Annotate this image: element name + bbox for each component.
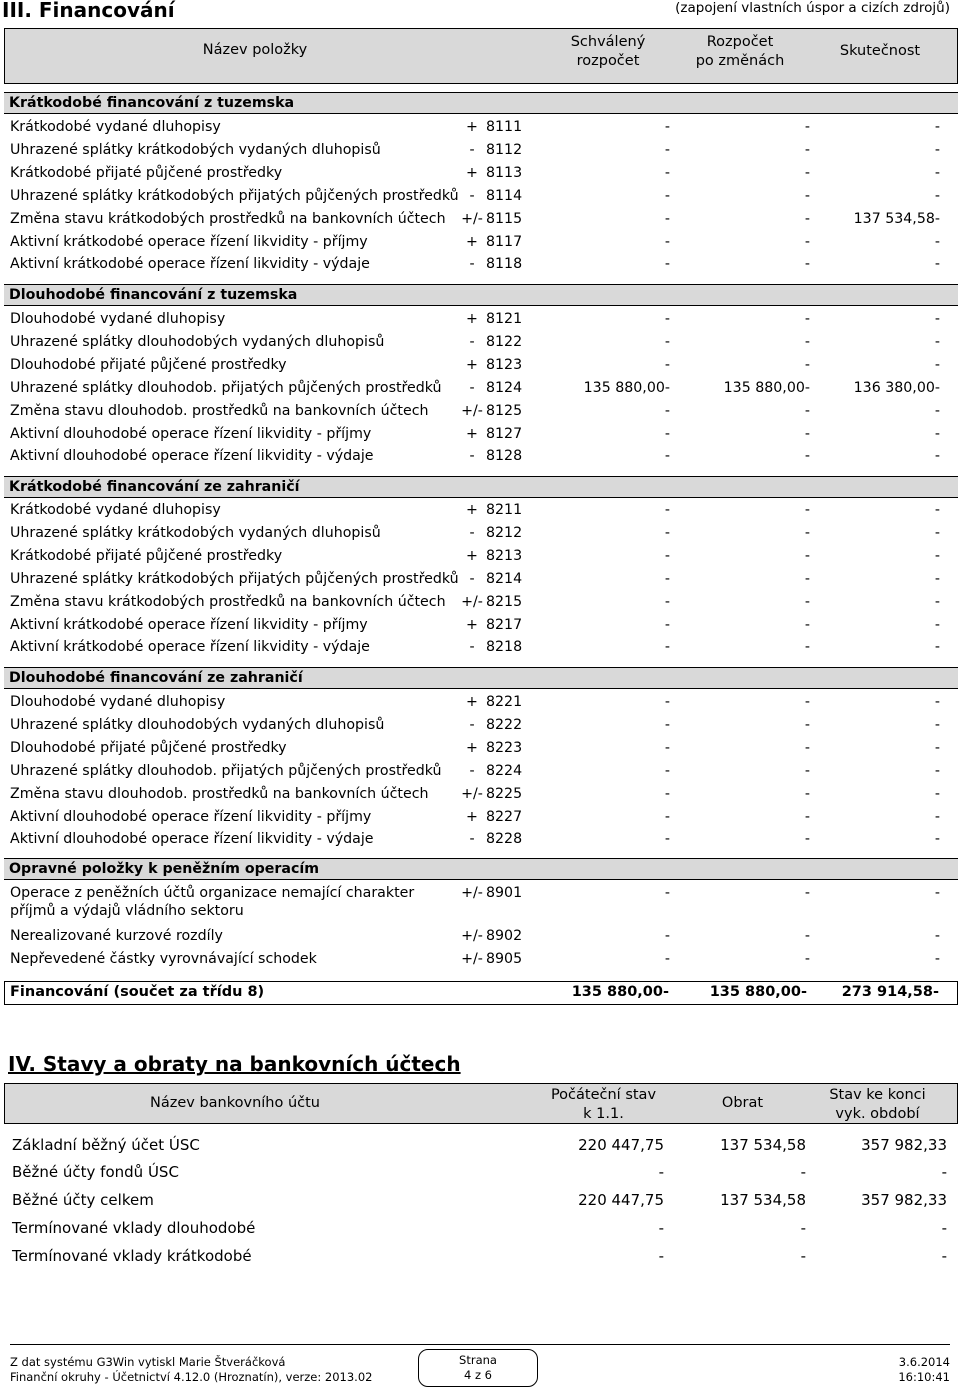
row-approved: - (664, 593, 670, 610)
table-row (10, 256, 950, 278)
section-subtitle: (zapojení vlastních úspor a cizích zdrojů) (675, 0, 950, 16)
row-approved: - (664, 927, 670, 944)
group-header: Opravné položky k peněžním operacím (4, 858, 958, 880)
row-approved: - (664, 570, 670, 587)
header-revised-2: po změnách (695, 53, 785, 69)
group-header: Krátkodobé financování ze zahraničí (4, 476, 958, 498)
account-name: Běžné účty celkem (12, 1191, 154, 1209)
row-actual: - (934, 716, 940, 733)
table-row (10, 448, 950, 470)
header-start-2: k 1.1. (583, 1106, 624, 1122)
page-number: 4 z 6 (464, 1368, 492, 1382)
row-actual: - (934, 524, 940, 541)
section-title: III. Financování (2, 0, 175, 22)
row-approved: - (664, 616, 670, 633)
row-sign: - (469, 141, 475, 158)
group-header: Dlouhodobé financování z tuzemska (4, 284, 958, 306)
row-revised: - (804, 831, 810, 848)
header-approved-1: Schválený (570, 34, 646, 50)
start-balance: 220 447,75 (578, 1191, 664, 1209)
end-balance: - (941, 1247, 947, 1265)
row-code: 8225 (486, 785, 523, 802)
table-row (10, 234, 950, 256)
row-approved: - (664, 950, 670, 967)
row-approved: - (664, 716, 670, 733)
table-row (10, 594, 950, 616)
footer-date: 3.6.2014 (898, 1355, 950, 1369)
header-approved-2: rozpočet (576, 53, 640, 69)
row-label: Aktivní krátkodobé operace řízení likvidity - příjmy (10, 233, 368, 250)
row-sign: +/- (461, 593, 483, 610)
row-approved: - (664, 785, 670, 802)
end-balance: 357 982,33 (861, 1191, 947, 1209)
row-label: Nerealizované kurzové rozdíly (10, 927, 223, 944)
row-revised: - (804, 187, 810, 204)
header-end-1: Stav ke konci (829, 1087, 926, 1103)
table-row (10, 928, 950, 950)
row-label: Dlouhodobé vydané dluhopisy (10, 694, 226, 710)
row-code: 8127 (486, 425, 523, 442)
total-actual: 273 914,58- (841, 984, 939, 1000)
row-actual: - (934, 425, 940, 442)
table-header (4, 28, 958, 84)
row-label: Aktivní dlouhodobé operace řízení likvidity - výdaje (10, 448, 374, 465)
row-sign: - (469, 716, 475, 733)
row-actual: - (934, 502, 940, 518)
row-label: Krátkodobé vydané dluhopisy (10, 119, 221, 135)
row-revised: - (804, 762, 810, 779)
row-label: Aktivní krátkodobé operace řízení likvidity - příjmy (10, 616, 368, 633)
row-approved: - (664, 694, 670, 710)
row-code: 8214 (486, 570, 523, 587)
table-row (10, 334, 950, 356)
footer-time: 16:10:41 (898, 1370, 950, 1384)
row-actual: - (934, 616, 940, 633)
row-actual: - (934, 785, 940, 802)
row-code: 8128 (486, 448, 523, 465)
row-revised: - (804, 616, 810, 633)
row-code: 8221 (486, 694, 523, 710)
row-code: 8213 (486, 547, 523, 564)
row-actual: - (934, 694, 940, 710)
row-approved: - (664, 425, 670, 442)
row-revised: - (804, 694, 810, 710)
table-row (10, 188, 950, 210)
table-row (10, 763, 950, 785)
group-header: Dlouhodobé financování ze zahraničí (4, 667, 958, 689)
bank-row (12, 1191, 947, 1215)
row-code: 8223 (486, 739, 523, 756)
row-actual: - (934, 593, 940, 610)
row-label: Aktivní krátkodobé operace řízení likvidity - výdaje (10, 256, 370, 273)
row-revised: - (804, 593, 810, 610)
row-sign: +/- (461, 927, 483, 944)
row-actual: - (934, 762, 940, 779)
row-approved: - (664, 524, 670, 541)
start-balance: - (658, 1219, 664, 1237)
row-sign: + (466, 119, 478, 135)
row-sign: + (466, 356, 478, 373)
bank-row (12, 1163, 947, 1187)
row-revised: 135 880,00- (723, 379, 810, 396)
row-label: Krátkodobé přijaté půjčené prostředky (10, 164, 283, 181)
row-sign: - (469, 524, 475, 541)
row-sign: - (469, 187, 475, 204)
header-name: Název položky (202, 42, 308, 58)
row-approved: - (664, 739, 670, 756)
row-sign: + (466, 739, 478, 756)
total-row (4, 981, 958, 1005)
table-row (10, 165, 950, 187)
total-revised: 135 880,00- (709, 984, 807, 1000)
end-balance: - (941, 1219, 947, 1237)
row-revised: - (804, 524, 810, 541)
row-sign: +/- (461, 785, 483, 802)
row-label: Uhrazené splátky krátkodobých vydaných dluhopisů (10, 141, 381, 158)
row-label: Změna stavu krátkodobých prostředků na bankovních účtech (10, 210, 446, 227)
row-actual: - (934, 927, 940, 944)
row-label: Změna stavu dlouhodob. prostředků na bankovních účtech (10, 785, 429, 802)
table-row (10, 740, 950, 762)
row-revised: - (804, 808, 810, 825)
table-row (10, 639, 950, 661)
table-row (10, 786, 950, 808)
row-revised: - (804, 119, 810, 135)
row-revised: - (804, 210, 810, 227)
row-code: 8118 (486, 256, 523, 273)
table-row (10, 694, 950, 716)
row-approved: - (664, 164, 670, 181)
row-label: Operace z peněžních účtů organizace nemající charakter (10, 885, 415, 901)
table-row (10, 525, 950, 547)
row-revised: - (804, 448, 810, 465)
row-approved: - (664, 311, 670, 327)
row-revised: - (804, 547, 810, 564)
turnover: - (800, 1247, 806, 1265)
row-code: 8113 (486, 164, 523, 181)
table-row (10, 571, 950, 593)
bank-table-header (4, 1083, 958, 1124)
row-approved: - (664, 402, 670, 419)
row-revised: - (804, 425, 810, 442)
row-approved: 135 880,00- (583, 379, 670, 396)
row-revised: - (804, 502, 810, 518)
row-sign: + (466, 547, 478, 564)
account-name: Termínované vklady dlouhodobé (12, 1219, 256, 1237)
row-approved: - (664, 831, 670, 848)
table-row (10, 426, 950, 448)
row-code: 8905 (486, 950, 523, 967)
row-approved: - (664, 233, 670, 250)
table-row (10, 809, 950, 831)
row-code: 8224 (486, 762, 523, 779)
row-sign: - (469, 762, 475, 779)
row-actual: - (934, 141, 940, 158)
row-revised: - (804, 233, 810, 250)
start-balance: - (658, 1163, 664, 1181)
table-row (10, 403, 950, 425)
row-sign: +/- (461, 210, 483, 227)
bank-row (12, 1247, 947, 1271)
turnover: 137 534,58 (720, 1136, 806, 1154)
row-code: 8112 (486, 141, 523, 158)
table-row (10, 885, 950, 919)
row-label: Krátkodobé přijaté půjčené prostředky (10, 547, 283, 564)
row-approved: - (664, 448, 670, 465)
row-approved: - (664, 547, 670, 564)
row-sign: +/- (461, 950, 483, 967)
row-code: 8123 (486, 356, 523, 373)
row-approved: - (664, 639, 670, 656)
row-label: Změna stavu krátkodobých prostředků na bankovních účtech (10, 593, 446, 610)
row-actual: - (934, 570, 940, 587)
row-sign: + (466, 616, 478, 633)
row-actual: - (934, 448, 940, 465)
row-approved: - (664, 256, 670, 273)
row-actual: - (934, 233, 940, 250)
row-label: Uhrazené splátky krátkodobých vydaných dluhopisů (10, 524, 381, 541)
row-label: Uhrazené splátky krátkodobých přijatých půjčených prostředků (10, 570, 459, 587)
row-revised: - (804, 785, 810, 802)
table-row (10, 311, 950, 333)
table-row (10, 211, 950, 233)
header-revised-1: Rozpočet (706, 34, 774, 50)
row-sign: - (469, 333, 475, 350)
row-sign: + (466, 425, 478, 442)
row-revised: - (804, 402, 810, 419)
account-name: Termínované vklady krátkodobé (12, 1247, 252, 1265)
row-actual: - (934, 739, 940, 756)
end-balance: - (941, 1163, 947, 1181)
row-sign: + (466, 233, 478, 250)
header-end-2: vyk. období (835, 1106, 920, 1122)
row-sign: +/- (461, 402, 483, 419)
row-revised: - (804, 885, 810, 901)
row-actual: - (934, 119, 940, 135)
row-approved: - (664, 808, 670, 825)
row-label: Dlouhodobé přijaté půjčené prostředky (10, 739, 287, 756)
row-code: 8125 (486, 402, 523, 419)
row-code: 8218 (486, 639, 523, 656)
row-actual: - (934, 333, 940, 350)
row-approved: - (664, 187, 670, 204)
row-sign: + (466, 164, 478, 181)
row-revised: - (804, 739, 810, 756)
table-row (10, 380, 950, 402)
row-code: 8211 (486, 502, 523, 518)
row-code: 8122 (486, 333, 523, 350)
row-revised: - (804, 639, 810, 656)
row-code: 8217 (486, 616, 523, 633)
row-revised: - (804, 256, 810, 273)
row-sign: - (469, 570, 475, 587)
row-revised: - (804, 716, 810, 733)
row-code: 8227 (486, 808, 523, 825)
row-approved: - (664, 356, 670, 373)
row-code: 8215 (486, 593, 523, 610)
header-account-name: Název bankovního účtu (150, 1095, 320, 1111)
row-revised: - (804, 333, 810, 350)
row-revised: - (804, 141, 810, 158)
row-code: 8228 (486, 831, 523, 848)
row-actual: - (934, 311, 940, 327)
row-approved: - (664, 119, 670, 135)
row-approved: - (664, 210, 670, 227)
footer-divider (10, 1344, 950, 1345)
row-label: Krátkodobé vydané dluhopisy (10, 502, 221, 518)
turnover: - (800, 1219, 806, 1237)
row-actual: - (934, 402, 940, 419)
row-code: 8901 (486, 885, 523, 901)
table-row (10, 617, 950, 639)
row-approved: - (664, 333, 670, 350)
row-actual: 137 534,58- (853, 210, 940, 227)
row-revised: - (804, 570, 810, 587)
row-code: 8902 (486, 927, 523, 944)
row-code: 8222 (486, 716, 523, 733)
row-label: Uhrazené splátky dlouhodob. přijatých půjčených prostředků (10, 379, 442, 396)
table-row (10, 717, 950, 739)
row-label: Uhrazené splátky krátkodobých přijatých půjčených prostředků (10, 187, 459, 204)
row-code: 8117 (486, 233, 523, 250)
table-row (10, 831, 950, 853)
row-actual: - (934, 164, 940, 181)
section-title-iv: IV. Stavy a obraty na bankovních účtech (8, 1052, 461, 1076)
row-label: Dlouhodobé přijaté půjčené prostředky (10, 356, 287, 373)
row-code: 8115 (486, 210, 523, 227)
table-row (10, 119, 950, 141)
row-revised: - (804, 927, 810, 944)
row-actual: - (934, 831, 940, 848)
page-label: Strana (459, 1353, 497, 1367)
row-label: Aktivní dlouhodobé operace řízení likvidity - příjmy (10, 808, 372, 825)
table-row (10, 142, 950, 164)
account-name: Běžné účty fondů ÚSC (12, 1163, 179, 1181)
row-code: 8114 (486, 187, 523, 204)
total-label: Financování (součet za třídu 8) (10, 984, 265, 1000)
row-label: Aktivní krátkodobé operace řízení likvidity - výdaje (10, 639, 370, 656)
table-row (10, 951, 950, 973)
row-actual: - (934, 639, 940, 656)
row-revised: - (804, 164, 810, 181)
header-turnover: Obrat (721, 1095, 764, 1111)
row-approved: - (664, 141, 670, 158)
table-row (10, 357, 950, 379)
row-label-continued: příjmů a výdajů vládního sektoru (10, 903, 244, 919)
row-sign: + (466, 808, 478, 825)
row-label: Změna stavu dlouhodob. prostředků na bankovních účtech (10, 402, 429, 419)
table-row (10, 502, 950, 524)
row-revised: - (804, 311, 810, 327)
row-label: Dlouhodobé vydané dluhopisy (10, 311, 226, 327)
row-code: 8121 (486, 311, 523, 327)
row-actual: - (934, 885, 940, 901)
row-actual: - (934, 950, 940, 967)
row-code: 8124 (486, 379, 523, 396)
row-label: Uhrazené splátky dlouhodobých vydaných dluhopisů (10, 716, 385, 733)
turnover: - (800, 1163, 806, 1181)
row-code: 8111 (486, 119, 523, 135)
bank-row (12, 1136, 947, 1160)
row-label: Aktivní dlouhodobé operace řízení likvidity - příjmy (10, 425, 372, 442)
end-balance: 357 982,33 (861, 1136, 947, 1154)
row-label: Nepřevedené částky vyrovnávající schodek (10, 950, 317, 967)
row-label: Uhrazené splátky dlouhodobých vydaných dluhopisů (10, 333, 385, 350)
start-balance: - (658, 1247, 664, 1265)
row-revised: - (804, 950, 810, 967)
row-label: Aktivní dlouhodobé operace řízení likvidity - výdaje (10, 831, 374, 848)
row-sign: + (466, 694, 478, 710)
row-code: 8212 (486, 524, 523, 541)
row-approved: - (664, 885, 670, 901)
row-sign: - (469, 448, 475, 465)
row-label: Uhrazené splátky dlouhodob. přijatých půjčených prostředků (10, 762, 442, 779)
header-start-1: Počáteční stav (550, 1087, 657, 1103)
total-approved: 135 880,00- (571, 984, 669, 1000)
row-sign: - (469, 639, 475, 656)
bank-row (12, 1219, 947, 1243)
turnover: 137 534,58 (720, 1191, 806, 1209)
page-indicator (418, 1349, 538, 1387)
group-header: Krátkodobé financování z tuzemska (4, 92, 958, 114)
row-actual: 136 380,00- (853, 379, 940, 396)
row-sign: - (469, 256, 475, 273)
footer-software: Finanční okruhy - Účetnictví 4.12.0 (Hroznatín), verze: 2013.02 (10, 1370, 373, 1384)
row-approved: - (664, 762, 670, 779)
footer-printed-by: Z dat systému G3Win vytiskl Marie Štveráčková (10, 1355, 286, 1369)
header-actual: Skutečnost (839, 43, 921, 59)
row-actual: - (934, 547, 940, 564)
row-actual: - (934, 187, 940, 204)
row-sign: - (469, 379, 475, 396)
row-actual: - (934, 356, 940, 373)
row-sign: - (469, 831, 475, 848)
account-name: Základní běžný účet ÚSC (12, 1136, 200, 1154)
row-revised: - (804, 356, 810, 373)
row-actual: - (934, 808, 940, 825)
row-sign: +/- (461, 885, 483, 901)
table-row (10, 548, 950, 570)
row-actual: - (934, 256, 940, 273)
row-sign: + (466, 502, 478, 518)
row-approved: - (664, 502, 670, 518)
row-sign: + (466, 311, 478, 327)
start-balance: 220 447,75 (578, 1136, 664, 1154)
